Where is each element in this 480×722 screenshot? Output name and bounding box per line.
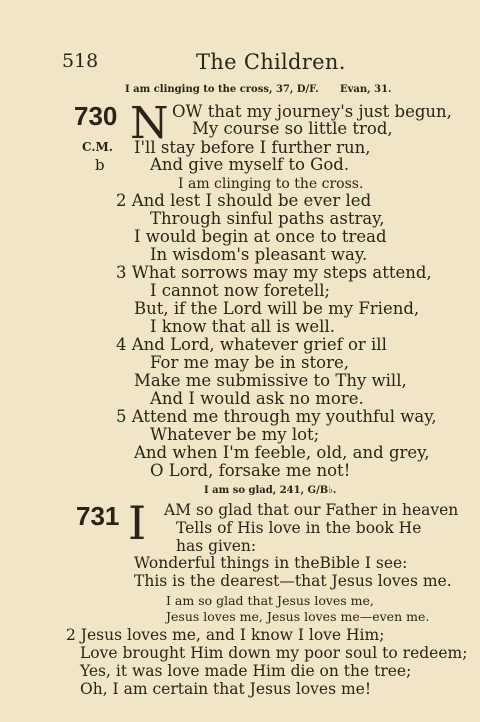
hymn-730-tune-reference: I am clinging to the cross, 37, D/F. bbox=[125, 84, 319, 95]
hymn-730-v2-line4: In wisdom's pleasant way. bbox=[150, 245, 368, 264]
hymn-730-v1-line1: OW that my journey's just begun, bbox=[172, 102, 452, 121]
hymn-730-v4-line3: Make me submissive to Thy will, bbox=[134, 371, 407, 390]
hymn-731-v2-line2: Love brought Him down my poor soul to redeem; bbox=[80, 644, 468, 662]
hymn-730-v3-line2: I cannot now foretell; bbox=[150, 281, 331, 300]
hymn-730-v4-line2: For me may be in store, bbox=[150, 353, 349, 372]
hymn-731-v1-line3: has given: bbox=[176, 537, 257, 555]
hymn-731-v2-line1: 2 Jesus loves me, and I know I love Him; bbox=[66, 626, 385, 644]
hymn-730-v2-line2: Through sinful paths astray, bbox=[150, 209, 385, 228]
hymn-730-v1-line2: My course so little trod, bbox=[192, 119, 393, 138]
hymn-730-meter: C.M. bbox=[82, 140, 113, 154]
page-number: 518 bbox=[62, 50, 99, 72]
hymn-730-dropcap: N bbox=[130, 98, 169, 149]
hymn-730-v2-line3: I would begin at once to tread bbox=[134, 227, 387, 246]
hymn-731-v2-line3: Yes, it was love made Him die on the tree; bbox=[80, 662, 412, 680]
hymn-731-chorus-line2: Jesus loves me, Jesus loves me—even me. bbox=[166, 609, 430, 624]
hymn-730-v5-line4: O Lord, forsake me not! bbox=[150, 461, 351, 480]
hymn-731-v1-line1: AM so glad that our Father in heaven bbox=[164, 501, 459, 519]
hymn-731-v1-line2: Tells of His love in the book He bbox=[176, 519, 422, 537]
hymn-number-731: 731 bbox=[76, 501, 120, 531]
hymn-730-v1-line4: And give myself to God. bbox=[150, 155, 350, 174]
hymn-731-chorus-line1: I am so glad that Jesus loves me, bbox=[166, 593, 374, 608]
hymn-731-dropcap: I bbox=[128, 496, 147, 550]
hymn-730-v5-line2: Whatever be my lot; bbox=[150, 425, 320, 444]
hymn-730-refrain: I am clinging to the cross. bbox=[178, 176, 364, 192]
hymn-730-v2-line1: 2 And lest I should be ever led bbox=[116, 191, 372, 210]
hymn-730-v4-line4: And I would ask no more. bbox=[150, 389, 364, 408]
hymn-730-v4-line1: 4 And Lord, whatever grief or ill bbox=[116, 335, 387, 354]
page-title: The Children. bbox=[196, 50, 346, 74]
hymn-730-v5-line1: 5 Attend me through my youthful way, bbox=[116, 407, 437, 426]
hymn-730-tune-name: Evan, 31. bbox=[340, 84, 392, 95]
hymn-731-v1-line4: Wonderful things in theBible I see: bbox=[134, 554, 408, 572]
hymn-730-v3-line3: But, if the Lord will be my Friend, bbox=[134, 299, 420, 318]
hymn-number-730: 730 bbox=[74, 101, 118, 131]
hymn-730-key: b bbox=[95, 156, 105, 174]
hymn-730-v1-line3: I'll stay before I further run, bbox=[134, 138, 371, 157]
hymn-730-v5-line3: And when I'm feeble, old, and grey, bbox=[134, 443, 430, 462]
hymn-731-tune-reference: I am so glad, 241, G/B♭. bbox=[204, 485, 337, 496]
hymn-731-v2-line4: Oh, I am certain that Jesus loves me! bbox=[80, 680, 372, 698]
hymn-731-v1-line5: This is the dearest—that Jesus loves me. bbox=[134, 572, 452, 590]
hymn-730-v3-line1: 3 What sorrows may my steps attend, bbox=[116, 263, 432, 282]
hymn-730-v3-line4: I know that all is well. bbox=[150, 317, 335, 336]
